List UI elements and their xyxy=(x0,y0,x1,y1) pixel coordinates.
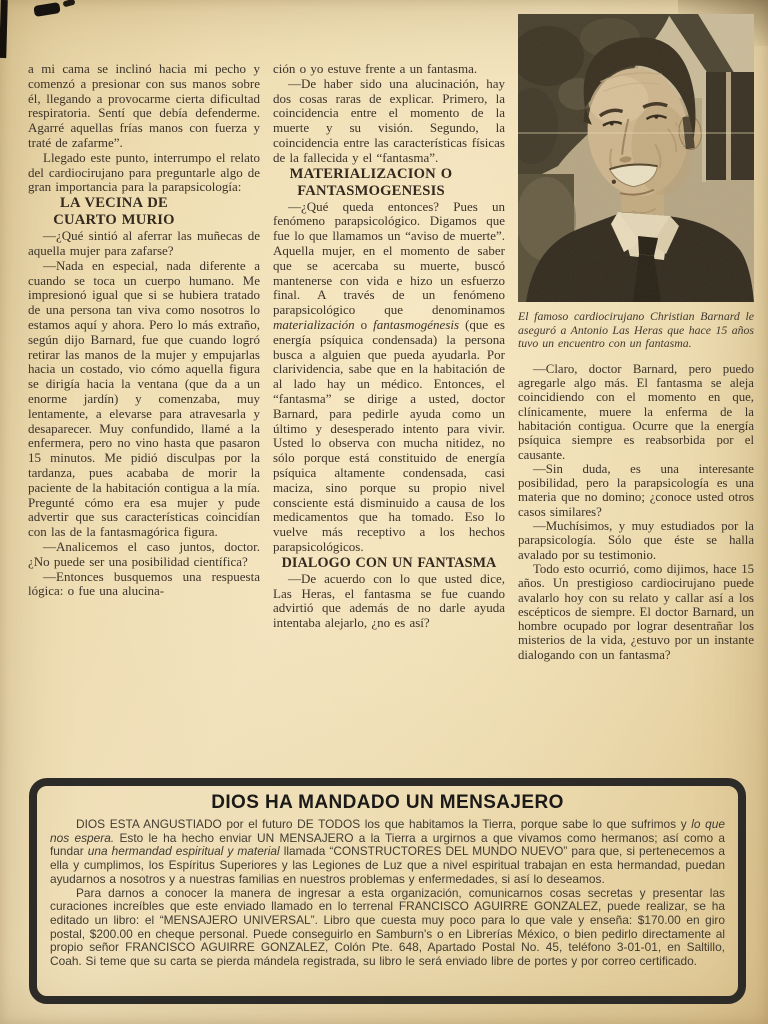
article-paragraph: —Muchísimos, y muy estudiados por la parapsicología. Sólo que éste se halla avalado por su testimonio. xyxy=(518,519,754,562)
article-paragraph: —Nada en especial, nada diferente a cuando se toca un cuerpo humano. Me impresionó igual que si se hubiera tratado de una persona tan viva como nosotros lo estamos aquí y ahora. Pero lo más extraño, según dijo Barnard, fue que cuando logró retirar las manos de la mujer y empujarlas hacia un costado, vio cómo aquella figura se dirigía hacia la ventana (que da a un enorme jardín) y comenzaba, muy lentamente, a elevarse para atravesarla y desaparecer. Muy confundido, llamé a la enfermera, pero no vino hasta que pasaron 15 minutos. Me pidió disculpas por la tardanza, pues acababa de morir la paciente de la habitación contigua a la mía. Pregunté cómo era esa mujer y pude advertir que sus características coincidían con las de la fantasmagórica figura. xyxy=(28,257,260,540)
section-heading-la-vecina: LA VECINA DE CUARTO MURIO xyxy=(53,195,175,229)
paragraph-segment: —¿Qué queda entonces? Pues un fenómeno parapsicológico. Digamos que fue lo que llamamos un “aviso de muerte”. Aquella mujer, en el momento de saber que se acercaba su muerte, buscó mantenerse con vida e hizo un esfuerzo final. A través de un fenómeno parapsicológico que denominamos xyxy=(273,198,505,318)
italic-term: fantasmogénesis xyxy=(373,316,460,332)
scan-ink-blob xyxy=(62,0,75,7)
article-paragraph: —De haber sido una alucinación, hay dos cosas raras de explicar. Primero, la coincidencia entre el momento de la muerte y su visión. Segundo, la coincidencia entre las características físicas de la fallecida y el “fantasma”. xyxy=(273,75,505,165)
article-paragraph: —Sin duda, es una interesante posibilidad, pero la parapsicología es una materia que no domino; ¿conoce usted otros casos similares? xyxy=(518,461,754,519)
article-paragraph: ción o yo estuve frente a un fantasma. xyxy=(273,61,478,76)
article-paragraph: —De acuerdo con lo que usted dice, Las Heras, el fantasma se fue cuando advirtió que además de no darle ayuda intentaba alejarlo, ¿no es así? xyxy=(273,570,505,631)
ad-headline: DIOS HA MANDADO UN MENSAJERO xyxy=(211,792,564,813)
paragraph-segment: DIOS ESTA ANGUSTIADO por el futuro DE TODOS los que habitamos la Tierra, porque sabe lo que sufrimos y xyxy=(76,817,692,831)
article-paragraph: —Entonces busquemos una respuesta lógica: o fue una alucina- xyxy=(28,568,260,599)
article-paragraph xyxy=(273,200,505,555)
article-column-3 xyxy=(518,14,754,662)
article-body xyxy=(28,14,754,662)
paragraph-segment: Esto le ha hecho enviar UN MENSAJERO a la Tierra a urgirnos a que vivamos como hermanos; así como a fundar xyxy=(50,830,726,859)
ad-box xyxy=(29,778,746,1004)
paragraph-segment: llamada “CONSTRUCTORES DEL MUNDO NUEVO” para que, si pertenecemos a ella y cumplimos, los Espíritus Superiores y las Legiones de Luz que a nivel espiritual trabajan en esta hermandad, puedan ayudarnos a nosotros y a nuestras familias en nuestros problemas y enfermedades, si así lo deseamos. xyxy=(50,844,725,886)
article-paragraph: —Analicemos el caso juntos, doctor. ¿No puede ser una posibilidad científica? xyxy=(28,538,260,569)
article-paragraph: Todo esto ocurrió, como dijimos, hace 15 años. Un prestigioso cardiocirujano puede avalarlo hoy con su relato y callar así a los escépticos de siempre. El doctor Barnard, un hombre ocupado por lograr desentrañar los misterios de la vida, ¿estuvo por un instante dialogando con un fantasma? xyxy=(518,561,754,662)
article-paragraph: —Claro, doctor Barnard, pero puedo agregarle algo más. El fantasma se aleja coincidiendo con el momento en que, clínicamente, muere la enferma de la habitación contigua. Ocurre que la energía psíquica siempre es reabsorbida por el causante. xyxy=(518,361,754,462)
article-paragraph: Llegado este punto, interrumpo el relato del cardiocirujano para preguntarle algo de gran importancia para la parapsicología: xyxy=(28,149,260,195)
article-column-2 xyxy=(273,14,505,662)
section-heading-dialogo: DIALOGO CON UN FANTASMA xyxy=(281,554,497,571)
italic-phrase: una hermandad espiritual y material xyxy=(87,844,280,859)
article-column-1 xyxy=(28,14,260,662)
scan-edge-artifact xyxy=(0,0,8,58)
article-paragraph: —¿Qué sintió al aferrar las muñecas de aquella mujer para zafarse? xyxy=(28,228,260,258)
italic-phrase: lo que nos espera. xyxy=(50,817,725,845)
photo-caption: El famoso cardiocirujano Christian Barnard le aseguró a Antonio Las Heras que hace 15 años tuvo un encuentro con un fantasma. xyxy=(518,309,754,351)
paragraph-segment: o xyxy=(354,316,374,332)
section-heading-materializacion: MATERIALIZACION O FANTASMOGENESIS xyxy=(289,165,453,199)
barnard-photo xyxy=(518,14,754,302)
ad-paragraph: Para darnos a conocer la manera de ingresar a esta organización, comunicarnos cosas secretas y presentar las curaciones increíbles que este enviado llamado en lo terrenal FRANCISCO AGUIRRE GONZALEZ, puede realizar, se ha editado un libro: el “MENSAJERO UNIVERSAL”. Libro que cuesta muy poco para lo que vale y enseña: $170.00 en giro postal, $200.00 en cheque personal. Puede conseguirlo en Samburn's o en Librerías México, o bien pedirlo directamente al propio señor FRANCISCO AGUIRRE GONZALEZ, Colón Pte. 648, Apartado Postal No. 45, teléfono 3-01-01, en Saltillo, Coah. Si teme que su carta se pierda mándela registrada, su libro le será enviado libre de portes y por correo certificado. xyxy=(50,885,725,969)
article-paragraph: a mi cama se inclinó hacia mi pecho y comenzó a presionar con sus manos sobre él, llegando a provocarme cierta dificultad respiratoria. Sentí que debía defenderme. Agarré aquellas frías manos con fuerza y traté de zafarme”. xyxy=(28,61,260,150)
paragraph-segment: (que es energía psíquica condensada) la persona busca a alguien que pueda ayudarla. Por clarividencia, sabe que en la habitación de al lado hay un médico. Entonces, el “fantasma” se dirige a usted, doctor Barnard, para pedirle ayuda como un último y desesperado intento para vivir. Usted lo observa con mucha nitidez, no sólo porque está constituido de energía psíquica altamente condensada, casi maciza, sino porque su propio nivel consciente está disminuido a causa de los medicamentos que ha tomado. Eso lo vuelve más receptivo a los hechos parapsicológicos. xyxy=(273,316,505,554)
italic-term: materialización xyxy=(273,316,355,332)
ad-paragraph xyxy=(50,818,725,887)
